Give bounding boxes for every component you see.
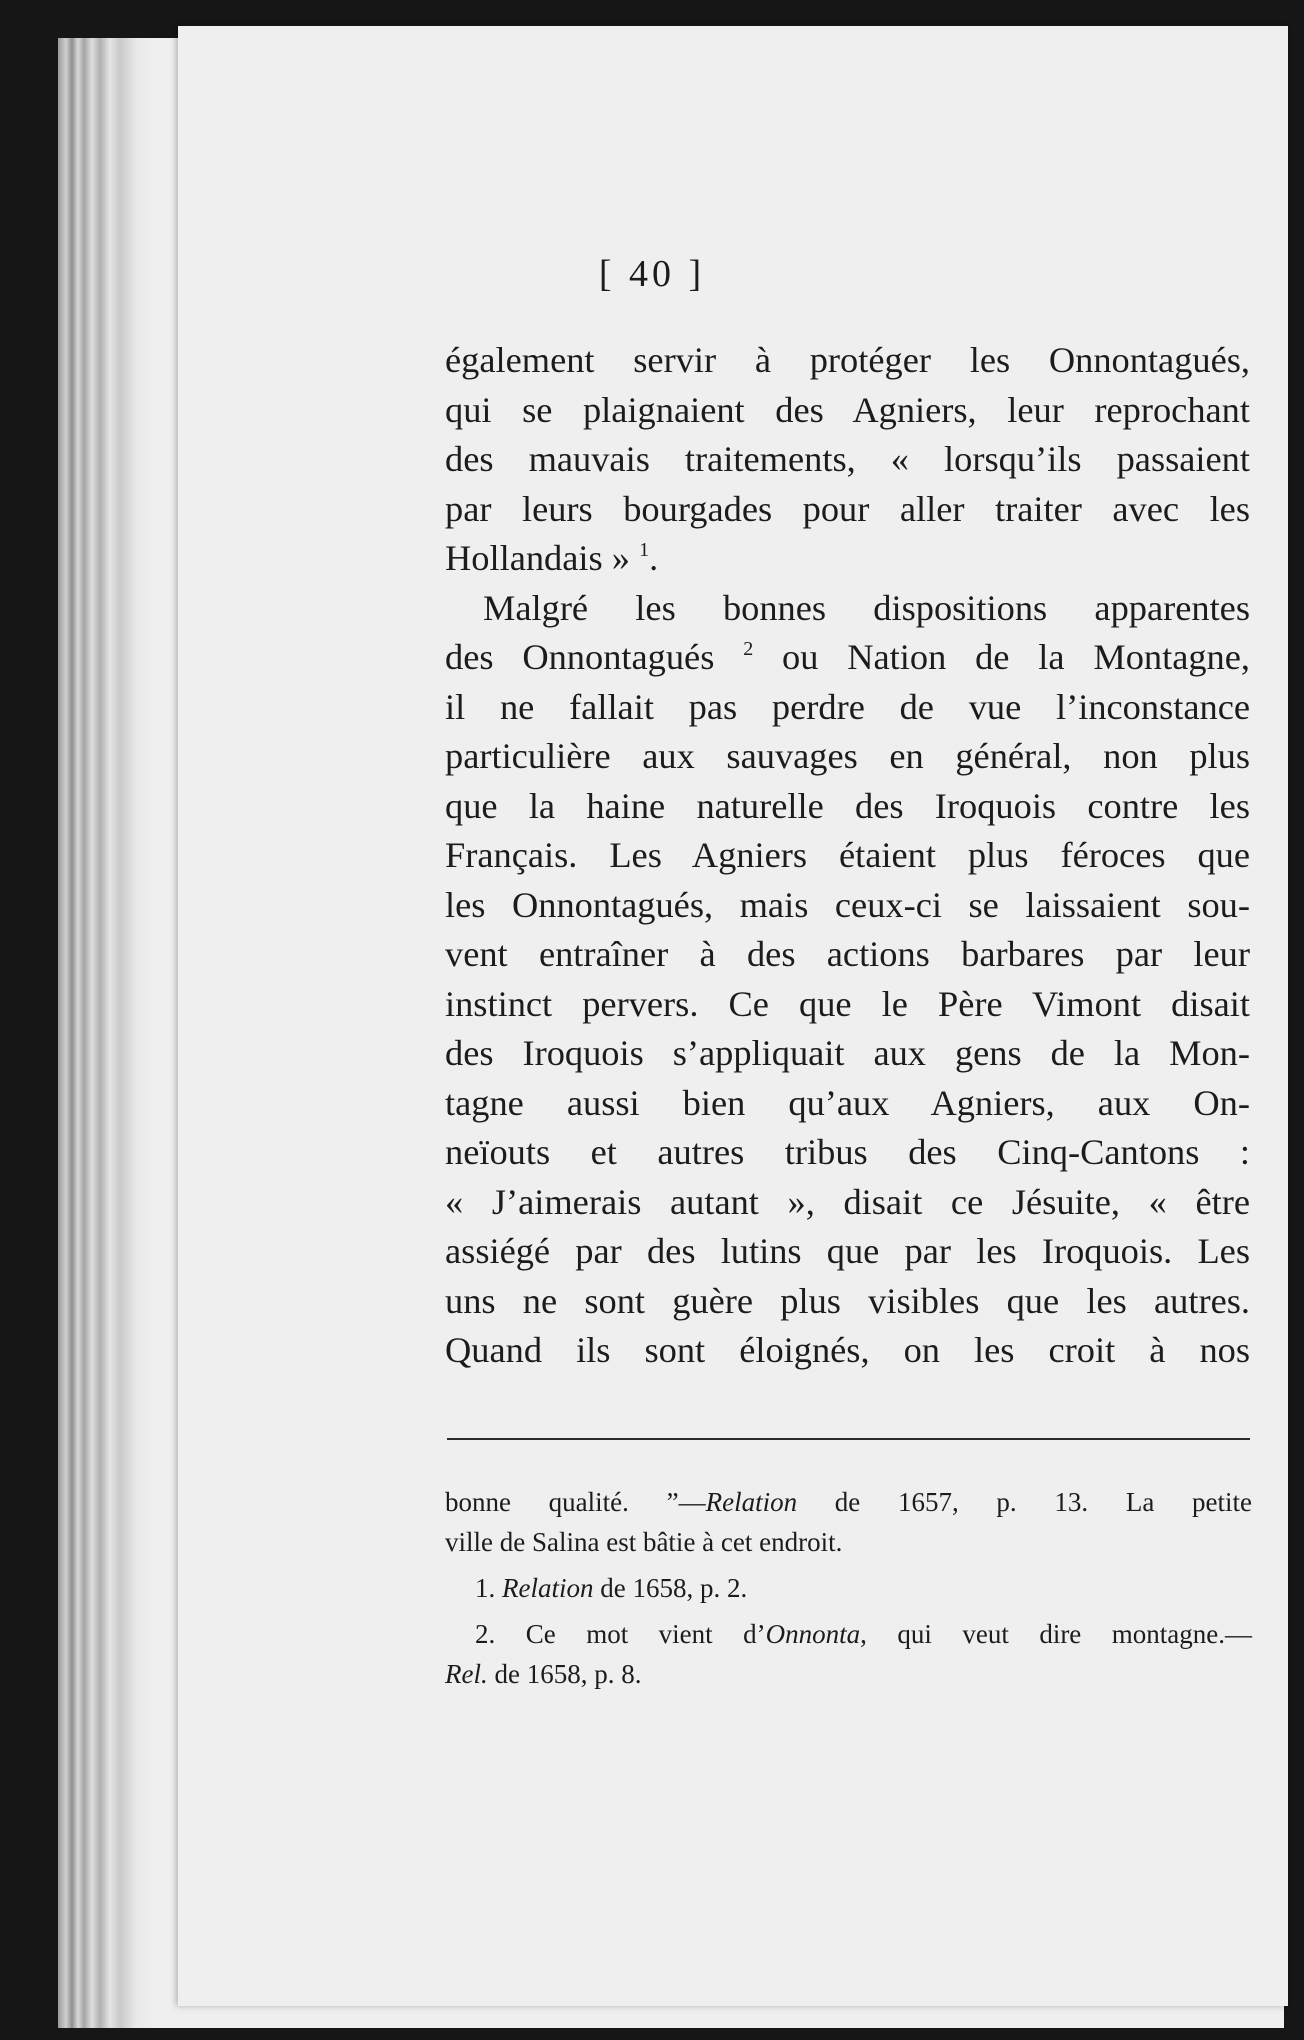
text-line: Français. Les Agniers étaient plus féroces que xyxy=(445,835,1250,875)
text-line: les Onnontagués, mais ceux-ci se laissaient sou- xyxy=(445,884,1250,925)
text-fragment: Relation xyxy=(502,1573,594,1603)
text-line: particulière aux sauvages en général, non plus xyxy=(445,736,1250,776)
text-line: il ne fallait pas perdre de vue l’inconstance xyxy=(445,686,1250,727)
text-fragment: bonne qualité. ”— xyxy=(445,1487,706,1517)
footnote-ref-1: 1 xyxy=(639,539,650,561)
text-fragment: Relation xyxy=(705,1487,798,1517)
footnote-line xyxy=(445,1482,1252,1522)
text-fragment: . xyxy=(649,538,659,578)
text-line: Malgré les bonnes dispositions apparentes xyxy=(483,587,1250,628)
text-line: Quand ils sont éloignés, on les croit à nos xyxy=(445,1330,1250,1370)
text-line: par leurs bourgades pour aller traiter avec les xyxy=(445,488,1250,529)
text-fragment: Ce mot vient d’ xyxy=(495,1619,766,1649)
footnotes xyxy=(445,1482,1252,1700)
footnote-line xyxy=(445,1614,1252,1654)
text-fragment: de 1658, p. 2. xyxy=(593,1573,748,1603)
text-line: « J’aimerais autant », disait ce Jésuite, « être xyxy=(445,1181,1250,1222)
footnote-2 xyxy=(445,1614,1252,1694)
text-fragment: Hollandais » xyxy=(445,538,630,578)
text-fragment: Rel. xyxy=(445,1659,488,1689)
text-line: également servir à protéger les Onnontagués, xyxy=(445,340,1250,380)
text-line: instinct pervers. Ce que le Père Vimont disait xyxy=(445,983,1250,1024)
text-line: qui se plaignaient des Agniers, leur reprochant xyxy=(445,389,1250,430)
text-line: des mauvais traitements, « lorsqu’ils passaient xyxy=(445,439,1250,479)
footnote-number: 2. xyxy=(475,1619,496,1649)
text-fragment: de 1657, p. 13. La petite xyxy=(797,1487,1252,1517)
text-fragment: de 1658, p. 8. xyxy=(487,1659,642,1689)
body-text xyxy=(445,336,1250,1376)
footnote-line xyxy=(445,1568,1252,1608)
text-line: neïouts et autres tribus des Cinq-Cantons : xyxy=(445,1132,1250,1172)
footnote-continuation xyxy=(445,1482,1252,1562)
footnote-line: ville de Salina est bâtie à cet endroit. xyxy=(445,1527,843,1557)
text-line: uns ne sont guère plus visibles que les autres. xyxy=(445,1280,1250,1321)
text-fragment: , qui veut dire montagne.— xyxy=(860,1619,1252,1649)
footnote-number: 1. xyxy=(475,1573,496,1603)
footnote-ref-2: 2 xyxy=(743,638,754,660)
footnote-divider xyxy=(447,1438,1250,1440)
text-line: des Iroquois s’appliquait aux gens de la Mon- xyxy=(445,1033,1250,1073)
text-fragment: Onnonta xyxy=(765,1619,861,1649)
text-line xyxy=(445,534,1250,584)
text-line: tagne aussi bien qu’aux Agniers, aux On- xyxy=(445,1082,1250,1123)
footnote-line xyxy=(445,1654,1252,1694)
page-number: [ 40 ] xyxy=(598,253,706,295)
text-line: vent entraîner à des actions barbares par leur xyxy=(445,934,1250,974)
text-fragment: des Onnontagués xyxy=(445,637,715,677)
text-line: assiégé par des lutins que par les Iroquois. Les xyxy=(445,1231,1250,1271)
footnote-1 xyxy=(445,1568,1252,1608)
text-line xyxy=(445,633,1250,683)
text-fragment: ou Nation de la Montagne, xyxy=(782,637,1250,677)
text-line: que la haine naturelle des Iroquois contre les xyxy=(445,785,1250,826)
